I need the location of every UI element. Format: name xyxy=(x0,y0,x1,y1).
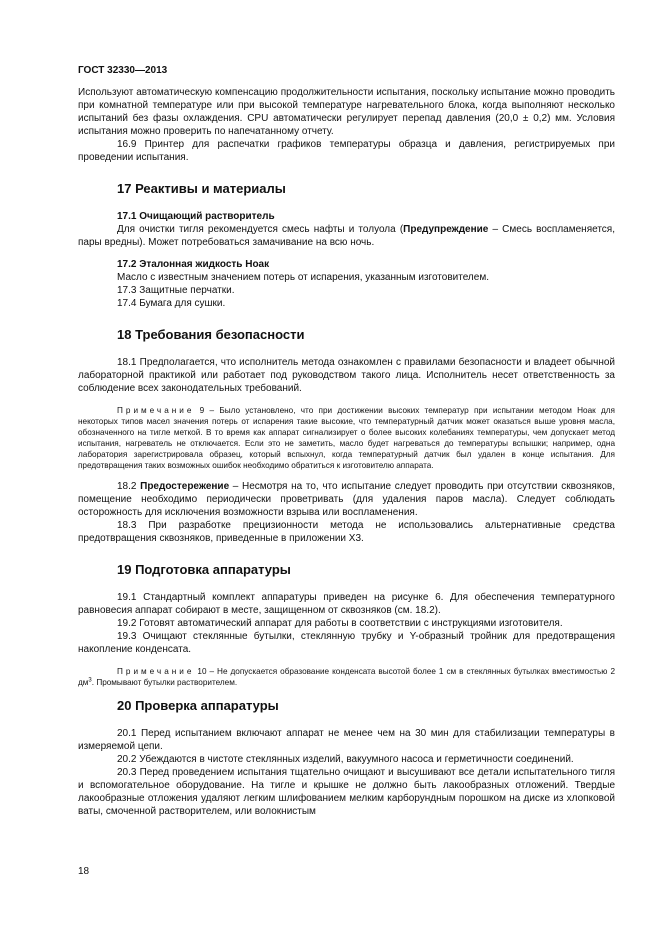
paragraph-18-1: 18.1 Предполагается, что исполнитель метода ознакомлен с правилами безопасности и владеет обычной лабораторной практикой или работает под руководством такого лица. Исполнитель несет ответственность за соблюдение всех законодательных требований. xyxy=(78,357,615,394)
paragraph-20-1: 20.1 Перед испытанием включают аппарат не менее чем на 30 мин для стабилизации температуры в измеряемой цепи. xyxy=(78,728,615,752)
section-19-title: 19 Подготовка аппаратуры xyxy=(117,562,291,577)
note-9-label: Примечание xyxy=(117,406,195,415)
caution-label: Предостережение xyxy=(140,481,230,492)
subsection-17-2-title: 17.2 Эталонная жидкость Ноак xyxy=(117,259,270,270)
document-header: ГОСТ 32330—2013 xyxy=(78,65,168,76)
note-10-superscript: 3 xyxy=(88,677,92,684)
page-number: 18 xyxy=(78,866,90,877)
paragraph-20-2: 20.2 Убеждаются в чистоте стеклянных изделий, вакуумного насоса и герметичности соединений. xyxy=(117,754,574,765)
warning-label: Предупреждение xyxy=(403,224,489,235)
text-17-1-a: Для очистки тигля рекомендуется смесь нафты и толуола ( xyxy=(117,224,404,235)
text-18-2: – Несмотря на то, что испытание следует проводить при отсутствии сквозняков, помещение необходимо периодически проветривать (для удаления паров масла). Следует соблюдать осторожность для исключения возможности взрыва или воспламенения. xyxy=(78,481,615,518)
paragraph-18-2 xyxy=(78,480,615,519)
paragraph-intro: Используют автоматическую компенсацию продолжительности испытания, поскольку испытание можно проводить при комнатной температуре или при высокой температуре нагревательного блока, когда выполняют несколько испытаний без фазы охлаждения. CPU автоматически регулирует перепад давления (20,0 ± 0,2) мм. Условия испытания можно проверить по напечатанному отчету. xyxy=(78,87,615,137)
paragraph-17-4: 17.4 Бумага для сушки. xyxy=(117,298,226,309)
section-17-title: 17 Реактивы и материалы xyxy=(117,181,286,196)
paragraph-19-2: 19.2 Готовят автоматический аппарат для работы в соответствии с инструкциями изготовителя. xyxy=(117,618,563,629)
paragraph-20-3: 20.3 Перед проведением испытания тщательно очищают и высушивают все детали испытательного тигля и вспомогательное оборудование. На тигле и крышке не должно быть лакообразных отложений. Твердые лакообразные отложения удаляют легким шлифованием мелким карборундным порошком на диске из хлопковой ваты, смоченной растворителем, или волокнистым xyxy=(78,767,615,817)
paragraph-19-1: 19.1 Стандартный комплект аппаратуры приведен на рисунке 6. Для обеспечения температурного равновесия аппарат собирают в месте, защищенном от сквозняков (см. 18.2). xyxy=(78,592,615,616)
paragraph-17-2: Масло с известным значением потерь от испарения, указанным изготовителем. xyxy=(117,272,489,283)
paragraph-16-9: 16.9 Принтер для распечатки графиков температуры образца и давления, регистрируемых при проведении испытания. xyxy=(78,139,615,163)
section-18-title: 18 Требования безопасности xyxy=(117,327,305,342)
subsection-17-1-title: 17.1 Очищающий растворитель xyxy=(117,211,275,222)
paragraph-17-1 xyxy=(78,223,615,249)
note-10-text-b: . Промывают бутылки растворителем. xyxy=(91,678,238,687)
note-10 xyxy=(78,666,615,688)
text-18-2-num: 18.2 xyxy=(117,481,141,492)
paragraph-17-3: 17.3 Защитные перчатки. xyxy=(117,285,235,296)
note-10-text-a: 10 – Не допускается образование конденсата высотой более 1 см в стеклянных бутылках вместимостью 2 дм xyxy=(78,667,615,687)
note-9-text: 9 – Было установлено, что при достижении высоких температур при испытании методом Ноак для некоторых типов масел значения потерь от испарения такие высокие, что температурный датчик может оказаться выше уровня масла, обозначенного на тигле меткой. В то время как аппарат сигнализирует о более высоких колебаниях температуры, чем допускает метод испытания, нагреватель не отключается. Если это не заметить, масло будет нагреваться до температуры вспышки; например, одна лаборатория зарегистрировала образец, который вспыхнул, когда температурный датчик был удален в конце испытания. Для предотвращения таких возможных ошибок необходимо обратиться к изготовителю аппарата. xyxy=(78,406,615,470)
section-20-title: 20 Проверка аппаратуры xyxy=(117,698,279,713)
paragraph-19-3: 19.3 Очищают стеклянные бутылки, стеклянную трубку и Y-образный тройник для предотвращения накопление конденсата. xyxy=(78,631,615,655)
note-9 xyxy=(78,405,615,471)
document-body xyxy=(78,86,615,818)
note-10-label: Примечание xyxy=(117,667,195,676)
text-17-1-b: – Смесь воспламеняется, пары вредны). Может потребоваться замачивание на всю ночь. xyxy=(78,224,616,248)
paragraph-18-3: 18.3 При разработке прецизионности метода не использовались альтернативные средства предотвращения сквозняков, приведенные в приложении Х3. xyxy=(78,520,615,544)
